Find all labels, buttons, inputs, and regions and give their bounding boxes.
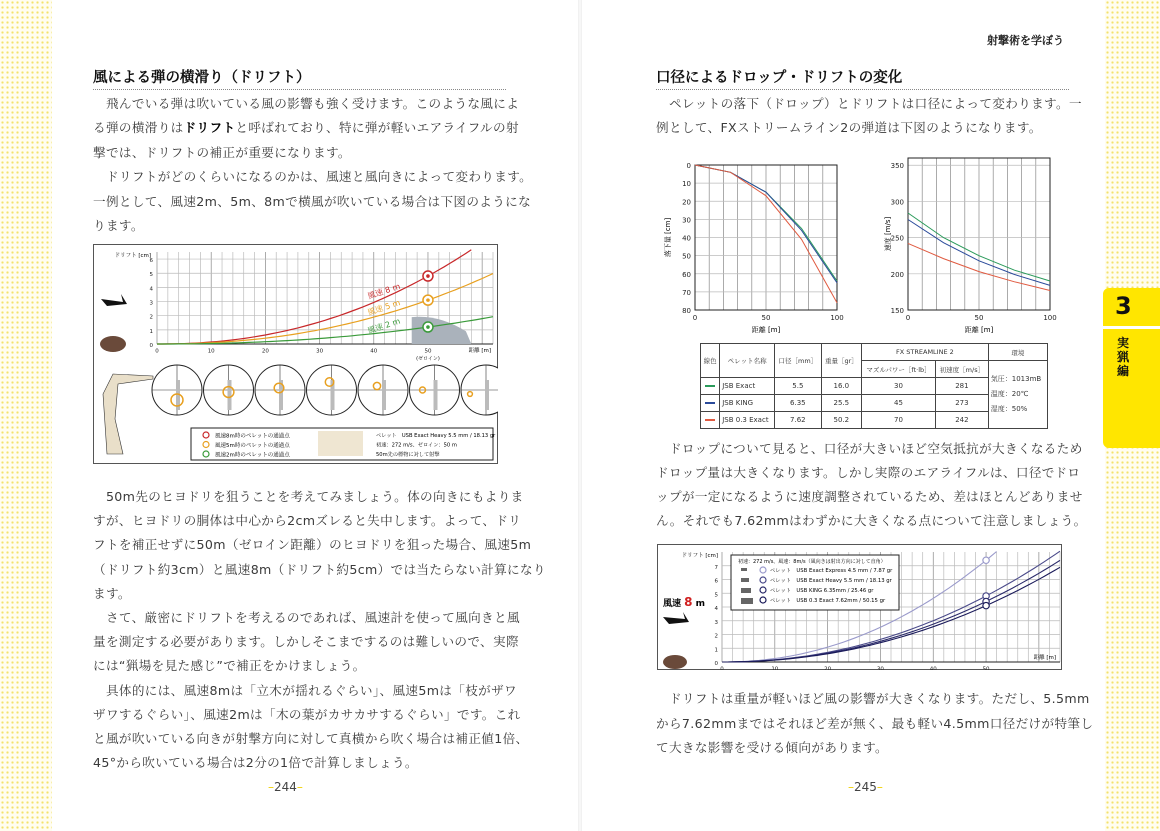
drop-chart xyxy=(660,152,850,337)
body-text-line: すが、ヒヨドリの胴体は中心から2cmズレると失中します。よって、ドリ xyxy=(93,513,522,529)
impact-marker-dot xyxy=(426,298,430,302)
y-tick-label: 350 xyxy=(890,162,904,171)
y-tick-label: 6 xyxy=(714,578,718,585)
legend-title: 初速：272 m/s、風速：8m/s（風向きは射出方向に対して直角） xyxy=(738,559,886,565)
line-color-swatch xyxy=(705,402,715,404)
legend-label: ペレット USB KING 6.35mm / 25.46 gr xyxy=(770,588,874,594)
pellet-shape-icon xyxy=(741,568,747,571)
cell-caliber: 5.5 xyxy=(775,378,822,395)
chapter-label: 実猟編 xyxy=(1117,336,1130,378)
body-text-line: から7.62mmまではそれほど差が無く、最も軽い4.5mm口径だけが特筆し xyxy=(656,715,1094,731)
x-tick-label: 10 xyxy=(771,666,779,670)
y-tick-label: 7 xyxy=(714,564,718,571)
x-axis-label: 距離 [m] xyxy=(751,326,781,334)
shooter-thumbnail xyxy=(318,431,363,456)
cell-caliber: 7.62 xyxy=(775,412,822,429)
legend-label: ペレット USB 0.3 Exact 7.62mm / 50.15 gr xyxy=(770,598,886,604)
x-tick-label: 0 xyxy=(905,314,911,322)
section-title-drift xyxy=(93,66,506,90)
impact-marker-dot xyxy=(426,325,430,329)
environment-value: 気圧：1013mB xyxy=(990,375,1042,383)
y-tick-label: 3 xyxy=(714,619,718,626)
section-title-caliber xyxy=(656,66,1069,90)
pellet-icon xyxy=(100,336,126,352)
body-text-line: ドリフトがどのくらいになるのかは、風速と風向きによって変わります。 xyxy=(93,169,533,185)
bird-silhouette xyxy=(382,380,386,410)
chapter-tab[interactable] xyxy=(1103,288,1160,448)
y-axis-label: ドリフト [cm] xyxy=(681,553,718,559)
line-color-cell xyxy=(701,395,720,412)
pellet-table xyxy=(700,343,1048,429)
y-tick-label: 80 xyxy=(682,307,691,315)
curve-label: 風速 5 m xyxy=(366,298,402,318)
legend-label: ペレット USB Exact Express 4.5 mm / 7.87 gr xyxy=(770,568,893,574)
y-tick-label: 150 xyxy=(890,307,904,315)
title-text: 口径によるドロップ・ドリフトの変化 xyxy=(656,70,903,86)
y-tick-label: 6 xyxy=(149,258,153,265)
y-tick-label: 40 xyxy=(682,234,691,243)
pellet-shape-icon xyxy=(741,578,749,582)
column-header: 重量［gr］ xyxy=(821,344,861,378)
body-text-line: フトを補正せずに50m（ゼロイン距離）のヒヨドリを狙った場合、風速5m xyxy=(93,537,532,553)
cell-weight: 50.2 xyxy=(821,412,861,429)
column-header: 線色 xyxy=(701,344,720,378)
cell-weight: 25.5 xyxy=(821,395,861,412)
body-text-line: 撃では、ドリフトの補正が重要になります。 xyxy=(93,144,351,160)
caliber-drift-figure xyxy=(657,544,1062,670)
cell-power: 70 xyxy=(862,412,936,429)
left-margin-pattern xyxy=(0,0,52,831)
body-text-line: 飛んでいる弾は吹いている風の影響も強く受けます。このような風によ xyxy=(93,96,520,111)
x-tick-label: 50 xyxy=(982,666,990,670)
x-tick-label: 10 xyxy=(207,348,215,355)
velocity-chart xyxy=(880,152,1060,337)
body-text-line: 量を測定する必要があります。しかしそこまでするのは難しいので、実際 xyxy=(93,634,519,650)
y-tick-label: 0 xyxy=(149,343,153,349)
impact-marker-dot xyxy=(426,274,430,278)
body-text-line: には“猟場を見た感じ”で補正をかけましょう。 xyxy=(93,658,366,674)
body-text-line: て大きな影響を受ける傾向があります。 xyxy=(656,740,888,755)
y-tick-label: 70 xyxy=(682,288,691,297)
group-header: FX STREAMLINE 2 xyxy=(862,344,989,361)
x-axis-note: (ゼロイン) xyxy=(416,356,440,362)
page-number-right: –245– xyxy=(848,780,883,794)
body-text-line: ん。それでも7.62mmはわずかに大きくなる点について注意しましょう。 xyxy=(656,513,1087,528)
y-tick-label: 60 xyxy=(682,270,691,279)
y-tick-label: 2 xyxy=(149,314,153,321)
line-color-swatch xyxy=(705,419,715,421)
x-axis-label: 距離 [m] xyxy=(964,326,994,334)
y-tick-label: 5 xyxy=(714,592,718,599)
body-text-line: 例として、FXストリームライン2の弾道は下図のようになります。 xyxy=(656,120,1042,135)
pellet-info: 50m先の標物に対して射撃 xyxy=(376,452,440,458)
body-text-line: 50m先のヒヨドリを狙うことを考えてみましょう。体の向きにもよりま xyxy=(93,489,524,504)
pellet-shape-icon xyxy=(741,588,751,593)
body-text-line: ります。 xyxy=(93,218,144,233)
body-text-line: ドロップ量は大きくなります。しかし実際のエアライフルは、口径でドロ xyxy=(656,465,1081,480)
y-tick-label: 0 xyxy=(686,162,691,170)
wind-drift-figure xyxy=(93,244,498,464)
bird-silhouette xyxy=(228,380,232,410)
y-tick-label: 1 xyxy=(149,328,153,335)
y-axis-label: 落下量 [cm] xyxy=(664,217,672,258)
y-tick-label: 20 xyxy=(682,198,691,207)
page-gutter xyxy=(578,0,582,831)
column-header: マズルパワー［ft·lb］ xyxy=(862,361,936,378)
x-tick-label: 30 xyxy=(316,348,324,355)
x-tick-label: 0 xyxy=(720,666,724,670)
body-text-line: ます。 xyxy=(93,585,131,601)
pellet-info: ペレット USB Exact Heavy 5.5 mm / 18.13 gr xyxy=(376,433,496,439)
line-color-cell xyxy=(701,378,720,395)
body-text-line: 45°から吹いている場合は2分の1倍で計算しましょう。 xyxy=(93,755,418,771)
body-text-line: 具体的には、風速8mは「立木が揺れるぐらい」、風速5mは「枝がザワ xyxy=(93,682,517,698)
cell-caliber: 6.35 xyxy=(775,395,822,412)
cell-weight: 16.0 xyxy=(821,378,861,395)
x-tick-label: 30 xyxy=(876,666,884,670)
body-text-line: ドリフトは重量が軽いほど風の影響が大きくなります。ただし、5.5mm xyxy=(656,691,1090,706)
legend-label: 風速5m時のペレットの通過点 xyxy=(215,443,290,449)
y-tick-label: 4 xyxy=(149,286,153,293)
column-header: 初速度［m/s］ xyxy=(936,361,989,378)
x-axis-label: 距離 [m] xyxy=(1033,655,1056,661)
x-tick-label: 0 xyxy=(692,314,698,322)
pellet-name: JSB Exact xyxy=(720,378,775,395)
legend-label: ペレット USB Exact Heavy 5.5 mm / 18.13 gr xyxy=(770,578,892,584)
body-text-line: ドロップについて見ると、口径が大きいほど空気抵抗が大きくなるため xyxy=(656,441,1083,456)
y-tick-label: 5 xyxy=(149,272,153,279)
cell-speed: 273 xyxy=(936,395,989,412)
cell-power: 30 xyxy=(862,378,936,395)
body-text-line: 一例として、風速2m、5m、8mで横風が吹いている場合は下図のようにな xyxy=(93,193,532,209)
y-tick-label: 2 xyxy=(714,633,718,640)
pellet-name: JSB 0.3 Exact xyxy=(720,412,775,429)
x-tick-label: 100 xyxy=(1043,314,1057,322)
impact-marker xyxy=(983,557,989,563)
y-tick-label: 0 xyxy=(714,661,718,667)
wind-speed-label: 風速 8 m xyxy=(663,595,706,609)
y-tick-label: 3 xyxy=(149,300,153,307)
chapter-number: 3 xyxy=(1115,292,1132,320)
x-tick-label: 40 xyxy=(370,348,378,355)
pellet-shape-icon xyxy=(741,598,753,604)
y-axis-label: 速度 [m/s] xyxy=(884,216,892,252)
running-header: 射撃術を学ぼう xyxy=(987,34,1064,47)
x-tick-label: 50 xyxy=(761,314,771,322)
body-text-line: と風が吹いている向きが射撃方向に対して真横から吹く場合は補正値1倍、 xyxy=(93,731,529,746)
y-tick-label: 10 xyxy=(682,180,691,189)
legend-label: 風速8m時のペレットの通過点 xyxy=(215,433,290,440)
impact-marker xyxy=(983,602,989,608)
line-color-swatch xyxy=(705,385,715,387)
cell-speed: 242 xyxy=(936,412,989,429)
x-tick-label: 50 xyxy=(974,314,984,322)
bird-silhouette xyxy=(485,380,489,410)
x-tick-label: 40 xyxy=(929,666,937,670)
body-text-line: ザワするぐらい」、風速2mは「木の葉がカサカサするぐらい」です。これ xyxy=(93,706,521,722)
y-tick-label: 1 xyxy=(714,647,718,654)
body-text-line: さて、厳密にドリフトを考えるのであれば、風速計を使って風向きと風 xyxy=(93,610,520,625)
title-text: 風による弾の横滑り（ドリフト） xyxy=(93,70,311,86)
pellet-name: JSB KING xyxy=(720,395,775,412)
body-text-line: ップが一定になるように速度調整されているため、差はほとんどありませ xyxy=(656,489,1083,504)
x-axis-label: 距離 [m] xyxy=(468,348,491,354)
table-header-row xyxy=(701,344,1048,361)
x-tick-label: 50 xyxy=(424,348,432,355)
column-header: ペレット名称 xyxy=(720,344,775,378)
environment-value: 温度：20℃ xyxy=(990,390,1029,398)
curve-label: 風速 8 m xyxy=(366,281,402,301)
cell-power: 45 xyxy=(862,395,936,412)
body-text-line: ペレットの落下（ドロップ）とドリフトは口径によって変わります。一 xyxy=(656,96,1082,111)
y-tick-label: 250 xyxy=(890,234,904,243)
x-tick-label: 20 xyxy=(261,348,269,355)
y-tick-label: 200 xyxy=(890,270,904,279)
line-color-cell xyxy=(701,412,720,429)
column-header: 口径［mm］ xyxy=(775,344,822,378)
curve-label: 風速 2 m xyxy=(366,316,402,336)
environment-value: 湿度：50% xyxy=(990,405,1028,413)
environment-cell xyxy=(988,361,1047,429)
body-text-line: （ドリフト約3cm）と風速8m（ドリフト約5cm）では当たらない計算になり xyxy=(93,561,546,577)
x-tick-label: 0 xyxy=(155,348,159,355)
y-tick-label: 4 xyxy=(714,606,718,612)
y-tick-label: 50 xyxy=(682,252,691,261)
y-tick-label: 30 xyxy=(682,216,691,225)
body-text-line: る弾の横滑りはドリフトと呼ばれており、特に弾が軽いエアライフルの射 xyxy=(93,120,519,136)
x-tick-label: 20 xyxy=(824,666,832,670)
y-tick-label: 300 xyxy=(890,198,904,207)
y-axis-label: ドリフト [cm] xyxy=(114,253,151,259)
bird-silhouette xyxy=(434,380,438,410)
page-number-left: –244– xyxy=(268,780,303,794)
cell-speed: 281 xyxy=(936,378,989,395)
pellet-info: 初速：272 m/s、ゼロイン：50 m xyxy=(376,442,457,449)
pellet-icon xyxy=(663,655,687,669)
env-header: 環境 xyxy=(988,344,1047,361)
x-tick-label: 100 xyxy=(830,314,844,322)
legend-label: 風速2m時のペレットの通過点 xyxy=(215,452,290,459)
